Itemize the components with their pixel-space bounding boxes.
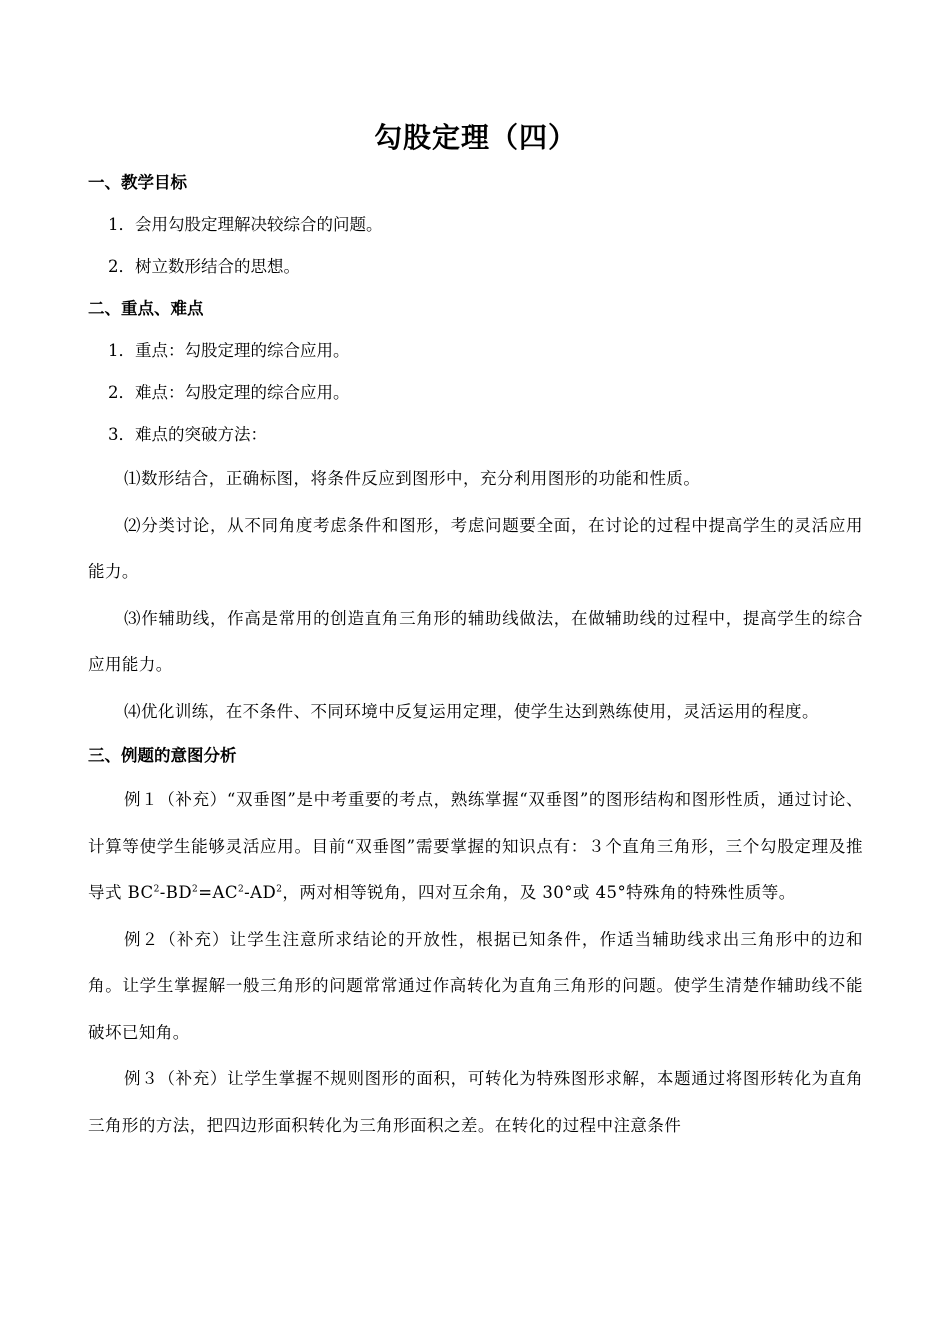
example-1-text: =AC	[198, 883, 238, 902]
example-1-text: ，两对相等锐角，四对互余角，及 30°或 45°特殊角的特殊性质等。	[282, 883, 796, 902]
section-heading-key-points: 二、重点、难点	[88, 299, 204, 318]
example-3-paragraph: 例３（补充）让学生掌握不规则图形的面积，可转化为特殊图形求解，本题通过将图形转化为直角三角形的方法，把四边形面积转化为三角形面积之差。在转化的过程中注意条件	[88, 1069, 863, 1135]
superscript: 2	[237, 884, 245, 895]
key-point-item: 1．重点：勾股定理的综合应用。	[108, 341, 350, 360]
method-paragraph: ⑶作辅助线，作高是常用的创造直角三角形的辅助线做法，在做辅助线的过程中，提高学生的综合应用能力。	[88, 608, 863, 674]
key-point-item: 3．难点的突破方法：	[108, 425, 267, 444]
example-2-paragraph: 例２（补充）让学生注意所求结论的开放性，根据已知条件，作适当辅助线求出三角形中的边和角。让学生掌握解一般三角形的问题常常通过作高转化为直角三角形的问题。使学生清楚作辅助线不能破坏已知角。	[88, 929, 863, 1042]
superscript: 2	[153, 884, 160, 895]
document-title: 勾股定理（四）	[373, 121, 577, 154]
document-page	[88, 118, 863, 1149]
example-1-text: -AD	[244, 883, 277, 902]
example-1-text: 例１（补充）“双垂图”是中考重要的考点，熟练掌握“双垂图”的图形结构和图形性质，通过讨论、计算等使学生能够灵活应用。目前“双垂图”需要掌握的知识点有：３个直角三角形，三个勾股定理及推导式 BC	[88, 790, 863, 902]
section-heading-teaching-goals: 一、教学目标	[88, 173, 187, 192]
key-point-item: 2．难点：勾股定理的综合应用。	[108, 383, 350, 402]
method-paragraph: ⑷优化训练，在不条件、不同环境中反复运用定理，使学生达到熟练使用，灵活运用的程度。	[124, 701, 819, 721]
section-heading-example-analysis: 三、例题的意图分析	[88, 746, 237, 765]
method-paragraph: ⑴数形结合，正确标图，将条件反应到图形中，充分利用图形的功能和性质。	[124, 469, 701, 488]
superscript: 2	[192, 884, 199, 895]
goal-item: 1．会用勾股定理解决较综合的问题。	[108, 215, 383, 234]
example-1-paragraph	[88, 777, 863, 917]
method-paragraph: ⑵分类讨论，从不同角度考虑条件和图形，考虑问题要全面，在讨论的过程中提高学生的灵活应用能力。	[88, 515, 863, 581]
superscript: 2	[276, 884, 283, 895]
example-1-text: -BD	[159, 883, 193, 902]
goal-item: 2．树立数形结合的思想。	[108, 257, 300, 276]
